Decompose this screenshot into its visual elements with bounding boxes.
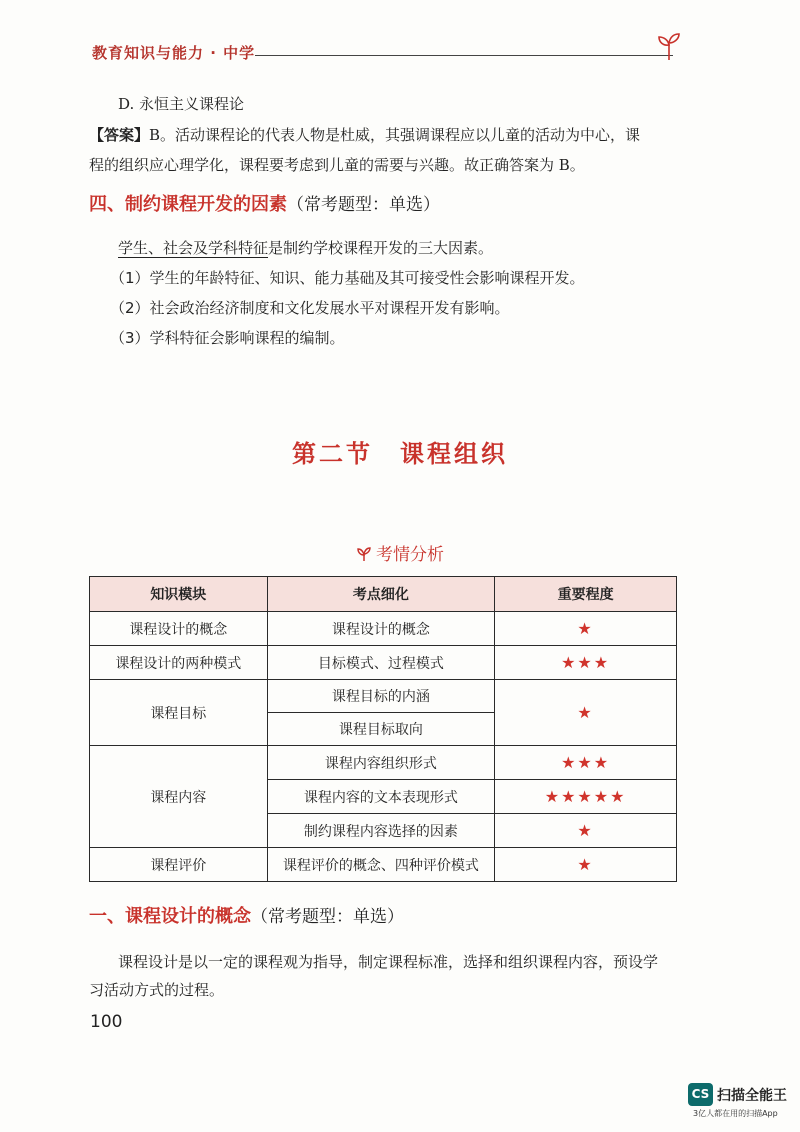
column-header: 重要程度 <box>495 577 677 612</box>
section1-para-line-2: 习活动方式的过程。 <box>89 981 225 999</box>
section1-type: （常考题型：单选） <box>251 907 404 927</box>
module-cell: 课程设计的概念 <box>90 612 268 646</box>
section4-intro <box>118 236 493 260</box>
section4-title: 四、制约课程开发的因素 <box>89 194 287 215</box>
answer-line-1 <box>89 123 709 147</box>
section1-title: 一、课程设计的概念 <box>89 906 251 927</box>
sprout-small-icon <box>356 546 372 562</box>
section4-type: （常考题型：单选） <box>287 195 440 215</box>
section4-intro-rest: 是制约学校课程开发的三大因素。 <box>268 239 494 257</box>
header-rule <box>255 55 673 56</box>
chapter-title: 第二节 课程组织 <box>292 440 508 468</box>
table-header-row <box>90 577 677 612</box>
module-cell: 课程内容 <box>90 746 268 848</box>
module-cell: 课程设计的两种模式 <box>90 646 268 680</box>
column-header: 考点细化 <box>267 577 495 612</box>
point-cell: 制约课程内容选择的因素 <box>267 814 495 848</box>
importance-stars: ★ <box>495 814 677 848</box>
importance-stars: ★ <box>495 680 677 746</box>
answer-label: 【答案】 <box>89 126 150 144</box>
camscanner-name: 扫描全能王 <box>717 1088 787 1104</box>
camscanner-tagline: 3亿人都在用的扫描App <box>693 1109 778 1118</box>
point-cell: 课程内容的文本表现形式 <box>267 780 495 814</box>
sprout-icon <box>655 30 683 62</box>
analysis-heading <box>0 540 800 565</box>
module-cell: 课程评价 <box>90 848 268 882</box>
camscanner-logo: CS <box>688 1083 713 1106</box>
section4-item-3: （3）学科特征会影响课程的编制。 <box>110 329 345 347</box>
point-cell: 目标模式、过程模式 <box>267 646 495 680</box>
section4-heading <box>89 190 440 216</box>
point-cell: 课程内容组织形式 <box>267 746 495 780</box>
importance-stars: ★★★★★ <box>495 780 677 814</box>
answer-line-2: 程的组织应心理学化，课程要考虑到儿童的需要与兴趣。故正确答案为 B。 <box>89 156 585 174</box>
option-d: D. 永恒主义课程论 <box>118 95 245 113</box>
answer-text-1: B。活动课程论的代表人物是杜威，其强调课程应以儿童的活动为中心，课 <box>149 126 641 144</box>
table-row <box>90 612 677 646</box>
section4-item-1: （1）学生的年龄特征、知识、能力基础及其可接受性会影响课程开发。 <box>110 269 585 287</box>
importance-stars: ★ <box>495 612 677 646</box>
point-cell: 课程评价的概念、四种评价模式 <box>267 848 495 882</box>
point-cell: 课程目标的内涵 <box>267 680 495 713</box>
module-cell: 课程目标 <box>90 680 268 746</box>
section1-para-line-1: 课程设计是以一定的课程观为指导，制定课程标准，选择和组织课程内容，预设学 <box>118 953 659 971</box>
importance-stars: ★★★ <box>495 646 677 680</box>
point-cell: 课程目标取向 <box>267 713 495 746</box>
page-number: 100 <box>90 1012 123 1032</box>
section4-item-2: （2）社会政治经济制度和文化发展水平对课程开发有影响。 <box>110 299 510 317</box>
analysis-table <box>89 576 677 882</box>
analysis-title: 考情分析 <box>376 545 444 565</box>
section1-heading <box>89 902 404 928</box>
point-cell: 课程设计的概念 <box>267 612 495 646</box>
table-row <box>90 746 677 780</box>
importance-stars: ★★★ <box>495 746 677 780</box>
table-row <box>90 680 677 713</box>
table-row <box>90 848 677 882</box>
section4-key-factors: 学生、社会及学科特征 <box>118 239 269 257</box>
table-row <box>90 646 677 680</box>
importance-stars: ★ <box>495 848 677 882</box>
running-header: 教育知识与能力 · 中学 <box>92 44 256 62</box>
column-header: 知识模块 <box>90 577 268 612</box>
